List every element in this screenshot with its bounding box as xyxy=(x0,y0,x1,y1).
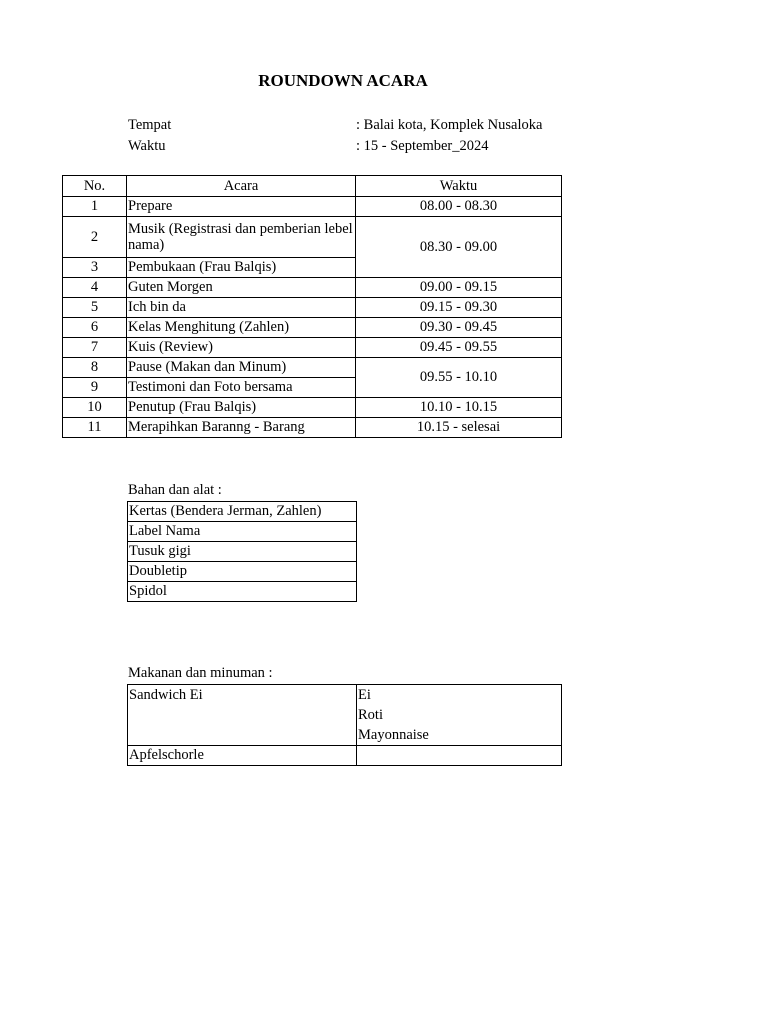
row-acara: Merapihkan Baranng - Barang xyxy=(127,418,356,438)
bahan-label: Bahan dan alat : xyxy=(128,482,222,498)
bahan-item: Kertas (Bendera Jerman, Zahlen) xyxy=(128,502,357,522)
table-row xyxy=(128,685,562,746)
row-no: 2 xyxy=(63,217,127,258)
list-item xyxy=(128,522,357,542)
makanan-table xyxy=(127,684,562,766)
makanan-ingredients xyxy=(357,685,562,746)
ingredient-item: Ei xyxy=(358,687,371,703)
row-waktu: 09.45 - 09.55 xyxy=(356,338,562,358)
row-acara: Kuis (Review) xyxy=(127,338,356,358)
row-acara: Ich bin da xyxy=(127,298,356,318)
row-no: 6 xyxy=(63,318,127,338)
list-item xyxy=(128,542,357,562)
list-item xyxy=(128,582,357,602)
row-acara: Penutup (Frau Balqis) xyxy=(127,398,356,418)
row-no: 4 xyxy=(63,278,127,298)
row-waktu: 09.30 - 09.45 xyxy=(356,318,562,338)
row-acara: Pause (Makan dan Minum) xyxy=(127,358,356,378)
row-acara: Kelas Menghitung (Zahlen) xyxy=(127,318,356,338)
table-row xyxy=(63,418,562,438)
info-waktu-value: : 15 - September_2024 xyxy=(356,138,489,154)
list-item xyxy=(128,502,357,522)
row-waktu: 08.30 - 09.00 xyxy=(356,217,562,278)
info-waktu-label: Waktu xyxy=(128,138,166,154)
page-title: ROUNDOWN ACARA xyxy=(258,71,428,90)
row-acara: Guten Morgen xyxy=(127,278,356,298)
row-waktu: 10.10 - 10.15 xyxy=(356,398,562,418)
row-no: 7 xyxy=(63,338,127,358)
row-acara: Musik (Registrasi dan pemberian lebel nama) xyxy=(127,217,356,258)
table-row xyxy=(63,398,562,418)
table-row xyxy=(128,746,562,766)
table-row xyxy=(63,318,562,338)
row-no: 1 xyxy=(63,197,127,217)
bahan-item: Tusuk gigi xyxy=(128,542,357,562)
header-no: No. xyxy=(63,176,127,197)
row-waktu: 10.15 - selesai xyxy=(356,418,562,438)
makanan-ingredients xyxy=(357,746,562,766)
row-no: 10 xyxy=(63,398,127,418)
ingredient-item: Mayonnaise xyxy=(358,727,429,743)
info-tempat-label: Tempat xyxy=(128,117,172,133)
row-waktu: 09.15 - 09.30 xyxy=(356,298,562,318)
makanan-label: Makanan dan minuman : xyxy=(128,665,273,681)
row-no: 5 xyxy=(63,298,127,318)
table-row xyxy=(63,358,562,378)
makanan-name: Sandwich Ei xyxy=(128,685,357,746)
row-no: 3 xyxy=(63,258,127,278)
list-item xyxy=(128,562,357,582)
table-row xyxy=(63,298,562,318)
row-acara: Prepare xyxy=(127,197,356,217)
row-no: 11 xyxy=(63,418,127,438)
schedule-header-row xyxy=(63,176,562,197)
bahan-item: Doubletip xyxy=(128,562,357,582)
bahan-table xyxy=(127,501,357,602)
row-no: 8 xyxy=(63,358,127,378)
info-tempat-value: : Balai kota, Komplek Nusaloka xyxy=(356,117,543,133)
schedule-table xyxy=(62,175,562,438)
table-row xyxy=(63,217,562,258)
row-acara: Pembukaan (Frau Balqis) xyxy=(127,258,356,278)
row-waktu: 08.00 - 08.30 xyxy=(356,197,562,217)
row-waktu: 09.00 - 09.15 xyxy=(356,278,562,298)
row-waktu: 09.55 - 10.10 xyxy=(356,358,562,398)
makanan-name: Apfelschorle xyxy=(128,746,357,766)
header-acara: Acara xyxy=(127,176,356,197)
header-waktu: Waktu xyxy=(356,176,562,197)
row-acara: Testimoni dan Foto bersama xyxy=(127,378,356,398)
bahan-item: Label Nama xyxy=(128,522,357,542)
ingredient-item: Roti xyxy=(358,707,383,723)
table-row xyxy=(63,338,562,358)
row-no: 9 xyxy=(63,378,127,398)
table-row xyxy=(63,197,562,217)
table-row xyxy=(63,278,562,298)
bahan-item: Spidol xyxy=(128,582,357,602)
